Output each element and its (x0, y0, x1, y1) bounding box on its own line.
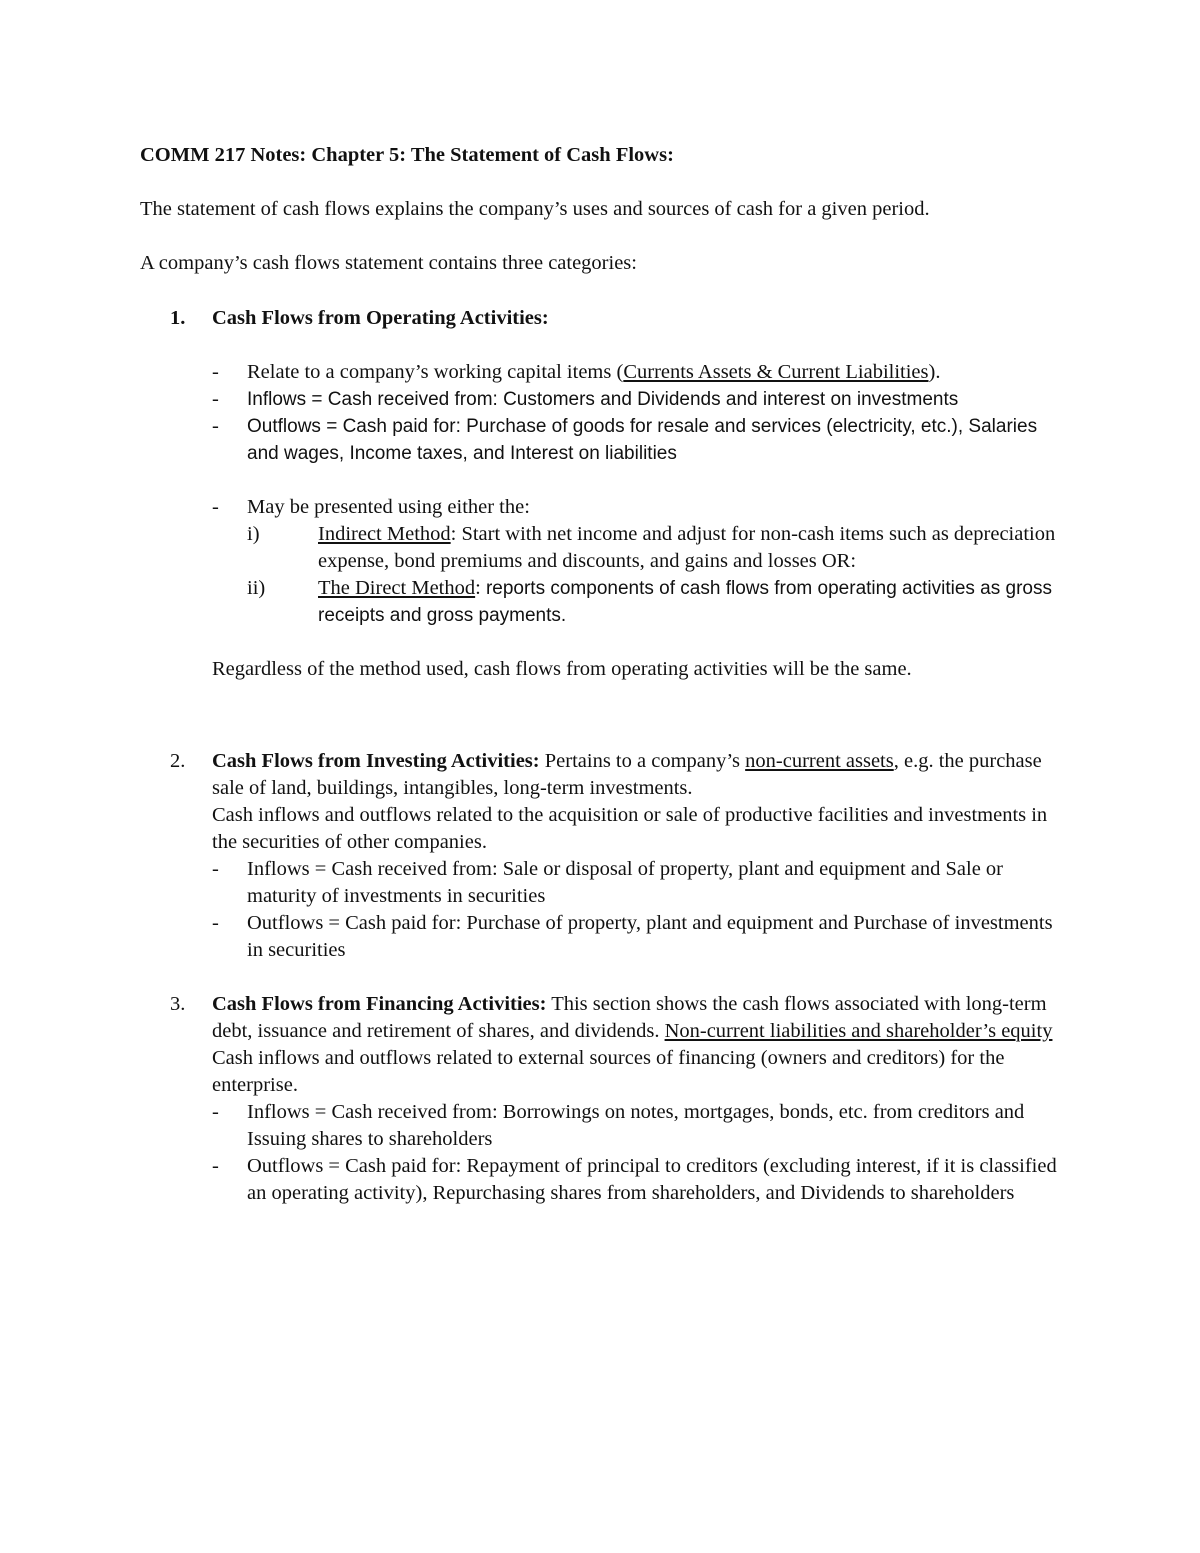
operating-bullets (212, 359, 1072, 467)
indirect-method-label: Indirect Method (318, 523, 451, 545)
financing-bullets (212, 1099, 1072, 1207)
investing-description: Cash Flows from Investing Activities: Pertains to a company’s non-current assets, e.g. the purchase sale of land, buildings, intangibles, long-term investments. (212, 750, 1042, 799)
list-item: - May be presented using either the: (212, 496, 530, 518)
list-item: - Inflows = Cash received from: Customers and Dividends and interest on investments (212, 388, 959, 410)
section-body (212, 748, 1072, 964)
categories-intro: A company’s cash flows statement contains three categories: (140, 252, 637, 274)
working-capital-term: Currents Assets & Current Liabilities (623, 361, 929, 383)
method-indirect: i) Indirect Method: Start with net income and adjust for non-cash items such as depreciation expense, bond premiums and discounts, and gains and losses OR: (247, 523, 1056, 572)
financing-description: Cash Flows from Financing Activities: This section shows the cash flows associated with long-term debt, issuance and retirement of shares, and dividends. Non-current liabilities and shareholder’s equity (212, 993, 1053, 1042)
section-number: 2. (170, 750, 186, 772)
method-bullets (212, 494, 1072, 521)
list-item: - Inflows = Cash received from: Borrowings on notes, mortgages, bonds, etc. from creditors and Issuing shares to shareholders (212, 1101, 1025, 1150)
investing-detail: Cash inflows and outflows related to the acquisition or sale of productive facilities and investments in the securities of other companies. (212, 804, 1048, 853)
direct-method-label: The Direct Method (318, 577, 476, 599)
section-heading: Cash Flows from Investing Activities: (212, 750, 540, 772)
list-item: - Relate to a company’s working capital items (Currents Assets & Current Liabilities). (212, 361, 941, 383)
list-item: - Outflows = Cash paid for: Repayment of principal to creditors (excluding interest, if it is classified an operating activity), Repurchasing shares from shareholders, and Dividends to shareholders (212, 1155, 1057, 1204)
operating-closing-note: Regardless of the method used, cash flows from operating activities will be the same. (212, 658, 912, 680)
page-title: COMM 217 Notes: Chapter 5: The Statement of Cash Flows: (140, 144, 674, 166)
section-body (212, 991, 1072, 1207)
list-item: - Outflows = Cash paid for: Purchase of goods for resale and services (electricity, etc.), Salaries and wages, Income taxes, and Interest on liabilities (212, 415, 1038, 464)
non-current-assets-term: non-current assets (745, 750, 894, 772)
list-item: - Inflows = Cash received from: Sale or disposal of property, plant and equipment and Sale or maturity of investments in securities (212, 858, 1004, 907)
financing-detail: Cash inflows and outflows related to external sources of financing (owners and creditors) for the enterprise. (212, 1047, 1005, 1096)
section-number: 3. (170, 993, 186, 1015)
non-current-liabilities-term: Non-current liabilities and shareholder’s equity (664, 1020, 1053, 1042)
section-heading: Cash Flows from Financing Activities: (212, 993, 547, 1015)
section-body (212, 305, 1072, 683)
investing-bullets (212, 856, 1072, 964)
section-number: 1. (170, 307, 186, 329)
section-heading: Cash Flows from Operating Activities: (212, 307, 549, 329)
intro-paragraph: The statement of cash flows explains the company’s uses and sources of cash for a given period. (140, 198, 930, 220)
method-direct: ii) The Direct Method: reports components of cash flows from operating activities as gross receipts and gross payments. (247, 577, 1052, 626)
list-item: - Outflows = Cash paid for: Purchase of property, plant and equipment and Purchase of investments in securities (212, 912, 1053, 961)
